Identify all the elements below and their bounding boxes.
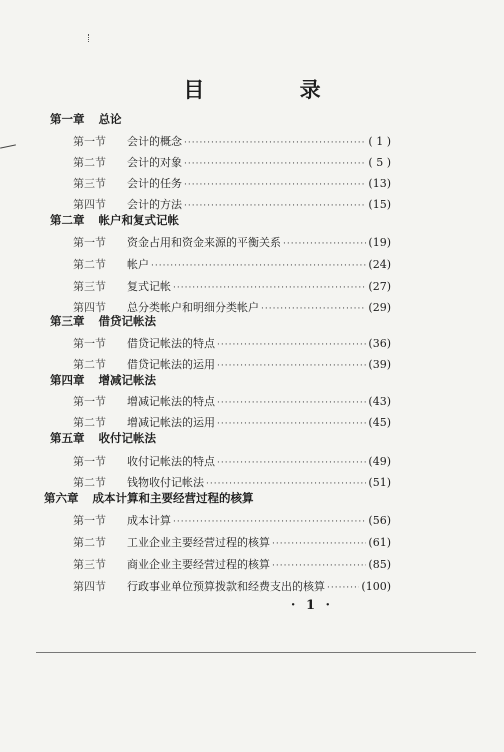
dot-leader [151, 261, 366, 271]
section-title: 借贷记帐法的运用 [127, 358, 215, 371]
toc-entry[interactable] [73, 512, 391, 528]
chapter-number: 第三章 [50, 314, 85, 328]
dot-leader [261, 304, 366, 314]
toc-entry[interactable] [73, 154, 391, 170]
chapter-heading[interactable] [50, 111, 122, 127]
dot-leader [184, 159, 366, 169]
section-page: (49) [368, 455, 391, 468]
toc-entry[interactable] [73, 556, 391, 572]
page-number: · 1 · [290, 598, 334, 613]
section-page: (19) [368, 236, 391, 249]
dot-leader [184, 138, 366, 148]
section-page: ( 1 ) [368, 135, 391, 148]
dot-leader [217, 419, 366, 429]
chapter-title: 帐户和复式记帐 [98, 213, 179, 227]
toc-entry[interactable] [73, 278, 391, 294]
dot-leader [206, 479, 366, 489]
section-page: (61) [368, 536, 391, 549]
section-title: 钱物收付记帐法 [127, 476, 204, 489]
section-number: 第三节 [73, 177, 106, 190]
section-page: (29) [368, 301, 391, 314]
chapter-heading[interactable] [50, 313, 156, 329]
toc-entry[interactable] [73, 234, 391, 250]
section-page: ( 5 ) [368, 156, 391, 169]
toc-entry[interactable] [73, 256, 391, 272]
section-page: (13) [368, 177, 391, 190]
section-page: (39) [368, 358, 391, 371]
toc-entry[interactable] [73, 578, 391, 594]
dot-leader [184, 201, 366, 211]
chapter-heading[interactable] [50, 372, 156, 388]
scan-edge-mark [0, 144, 16, 148]
section-title: 商业企业主要经营过程的核算 [127, 558, 270, 571]
section-page: (45) [368, 416, 391, 429]
section-number: 第一节 [73, 337, 106, 350]
toc-entry[interactable] [73, 393, 391, 409]
section-title: 工业企业主要经营过程的核算 [127, 536, 270, 549]
toc-entry[interactable] [73, 474, 391, 490]
dot-leader [173, 283, 366, 293]
section-number: 第二节 [73, 156, 106, 169]
section-title: 借贷记帐法的特点 [127, 337, 215, 350]
section-page: (36) [368, 337, 391, 350]
section-title: 帐户 [127, 258, 149, 271]
dot-leader [283, 239, 366, 249]
bottom-rule [36, 652, 476, 653]
chapter-heading[interactable] [50, 430, 156, 446]
section-title: 总分类帐户和明细分类帐户 [127, 301, 259, 314]
section-title: 收付记帐法的特点 [127, 455, 215, 468]
chapter-title: 借贷记帐法 [98, 314, 156, 328]
section-title: 增减记帐法的特点 [127, 395, 215, 408]
section-number: 第一节 [73, 236, 106, 249]
chapter-number: 第六章 [44, 491, 79, 505]
section-page: (51) [368, 476, 391, 489]
section-title: 复式记帐 [127, 280, 171, 293]
section-number: 第一节 [73, 395, 106, 408]
dot-leader [272, 561, 366, 571]
dot-leader [184, 180, 366, 190]
section-number: 第二节 [73, 358, 106, 371]
section-page: (24) [368, 258, 391, 271]
section-title: 会计的方法 [127, 198, 182, 211]
dot-leader [217, 398, 366, 408]
scan-speck [88, 34, 91, 42]
section-number: 第一节 [73, 455, 106, 468]
toc-entry[interactable] [73, 356, 391, 372]
section-number: 第二节 [73, 258, 106, 271]
dot-leader [217, 361, 366, 371]
section-number: 第二节 [73, 416, 106, 429]
chapter-number: 第四章 [50, 373, 85, 387]
section-page: (85) [368, 558, 391, 571]
toc-entry[interactable] [73, 453, 391, 469]
dot-leader [272, 539, 366, 549]
chapter-heading[interactable] [44, 490, 254, 506]
section-title: 资金占用和资金来源的平衡关系 [127, 236, 281, 249]
section-number: 第四节 [73, 198, 106, 211]
page-title: 目 录 [183, 78, 365, 102]
chapter-title: 成本计算和主要经营过程的核算 [92, 491, 254, 505]
toc-entry[interactable] [73, 534, 391, 550]
section-page: (15) [368, 198, 391, 211]
section-number: 第四节 [73, 301, 106, 314]
toc-entry[interactable] [73, 196, 391, 212]
dot-leader [173, 517, 366, 527]
section-title: 成本计算 [127, 514, 171, 527]
section-page: (27) [368, 280, 391, 293]
dot-leader [217, 458, 366, 468]
section-title: 会计的概念 [127, 135, 182, 148]
section-number: 第一节 [73, 514, 106, 527]
toc-entry[interactable] [73, 414, 391, 430]
chapter-number: 第一章 [50, 112, 85, 126]
dot-leader [327, 583, 359, 593]
toc-entry[interactable] [73, 335, 391, 351]
toc-entry[interactable] [73, 175, 391, 191]
chapter-number: 第五章 [50, 431, 85, 445]
chapter-heading[interactable] [50, 212, 179, 228]
section-page: (43) [368, 395, 391, 408]
chapter-title: 增减记帐法 [98, 373, 156, 387]
dot-leader [217, 340, 366, 350]
chapter-number: 第二章 [50, 213, 85, 227]
chapter-title: 收付记帐法 [98, 431, 156, 445]
section-number: 第二节 [73, 476, 106, 489]
section-number: 第一节 [73, 135, 106, 148]
section-number: 第三节 [73, 558, 106, 571]
section-number: 第三节 [73, 280, 106, 293]
section-title: 增减记帐法的运用 [127, 416, 215, 429]
section-number: 第四节 [73, 580, 106, 593]
section-page: (56) [368, 514, 391, 527]
section-title: 行政事业单位预算拨款和经费支出的核算 [127, 580, 325, 593]
toc-entry[interactable] [73, 133, 391, 149]
section-number: 第二节 [73, 536, 106, 549]
section-title: 会计的对象 [127, 156, 182, 169]
section-title: 会计的任务 [127, 177, 182, 190]
section-page: (100) [361, 580, 391, 593]
chapter-title: 总论 [98, 112, 122, 126]
